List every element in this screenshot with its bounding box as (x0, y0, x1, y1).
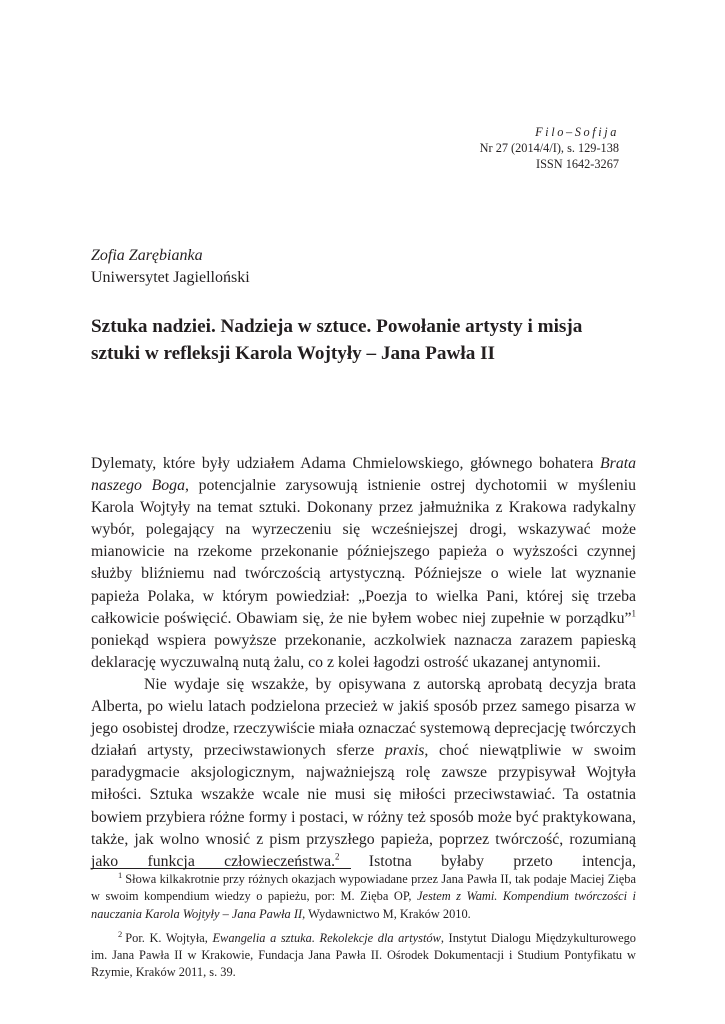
journal-issue: Nr 27 (2014/4/I), s. 129-138 (479, 141, 619, 155)
footnote-ref-2[interactable]: 2 (335, 851, 340, 862)
italic-term: praxis (384, 742, 425, 760)
footnote-2: $^2$ Por. K. Wojtyła, Ewangelia a sztuka. Rekolekcje dla artystów, Instytut Dialogu Międzykulturowego im. Jana Pawła II w Krakowie, Fundacja Jana Pawła II. Ośrodek Dokumentacji i Studium Pontyfikatu w Rzymie, Kraków 2011, s. 39. (91, 928, 637, 980)
author-name: Zofia Zarębianka (91, 247, 203, 264)
article-title-line-1: Sztuka nadziei. Nadzieja w sztuce. Powołanie artysty i misja (91, 316, 583, 337)
footnote-divider (91, 868, 351, 869)
article-body (91, 453, 636, 873)
author-affiliation: Uniwersytet Jagielloński (91, 269, 250, 286)
footnote-1: $^1$ Słowa kilkakrotnie przy różnych okazjach wypowiadane przez Jana Pawła II, tak podaje Maciej Zięba w swoim kompendium wiedzy o papieżu, por: M. Zięba OP, Jestem z Wami. Kompendium twórczości i nauczania Karola Wojtyły – Jana Pawła II, Wydawnictwo M, Kraków 2010. (91, 869, 636, 921)
paragraph-2: Nie wydaje się wszakże, by opisywana z autorską aprobatą decyzja brata Alberta, po wielu latach podzielona przecież w jakiś sposób przez samego pisarza w jego osobistej drodze, rzeczywiście miała oznaczać systemową deprecjację twórczych działań artysty, przeciwstawionych sferze praxis, choć niewątpliwie w swoim paradygmacie aksjologicznym, najważniejszą rolę zawsze przypisywał Wojtyła miłości. Sztuka wszakże wcale nie musi się miłości przeciwstawiać. Ta ostatnia bowiem przybiera różne formy i postaci, w różny też sposób może być praktykowana, także, jak wolno wnosić z pism przyszłego papieża, poprzez twórczość, rozumianą jako funkcja człowieczeństwa.$^2$ Istotna byłaby przeto intencja, (91, 675, 637, 870)
journal-header (359, 124, 619, 172)
journal-name: Filo–Sofija (535, 125, 619, 139)
footnote-number: 1 (118, 869, 123, 880)
italic-title: Brata naszego Boga (91, 455, 636, 495)
paragraph-1: Dylematy, które były udziałem Adama Chmielowskiego, głównego bohatera Brata naszego Boga, potencjalnie zarysowują istnienie ostrej dychotomii w myśleniu Karola Wojtyły na temat sztuki. Dokonany przez jałmużnika z Krakowa radykalny wybór, polegający na wyrzeczeniu się wcześniejszej drogi, wskazywać może mianowicie na rzekome przekonanie późniejszego papieża o wyższości czynnej służby bliźniemu nad twórczością artystyczną. Późniejsze o wiele lat wyznanie papieża Polaka, w którym powiedział: „Poezja to wielka Pani, której się trzeba całkowicie poświęcić. Obawiam się, że nie byłem wobec niej zupełnie w porządku”$^1$ poniekąd wspiera powyższe przekonanie, aczkolwiek naznacza zarazem papieską deklarację wyczuwalną nutą żalu, co z kolei łagodzi ostrość ukazanej antynomii. (91, 455, 636, 671)
author-block (91, 245, 250, 289)
article-title-line-2: sztuki w refleksji Karola Wojtyły – Jana Pawła II (91, 343, 496, 364)
footnotes (91, 871, 636, 989)
journal-issn: ISSN 1642-3267 (535, 157, 619, 171)
footnote-ref-1[interactable]: 1 (631, 608, 636, 619)
footnote-number: 2 (118, 928, 123, 939)
article-title (91, 313, 636, 367)
